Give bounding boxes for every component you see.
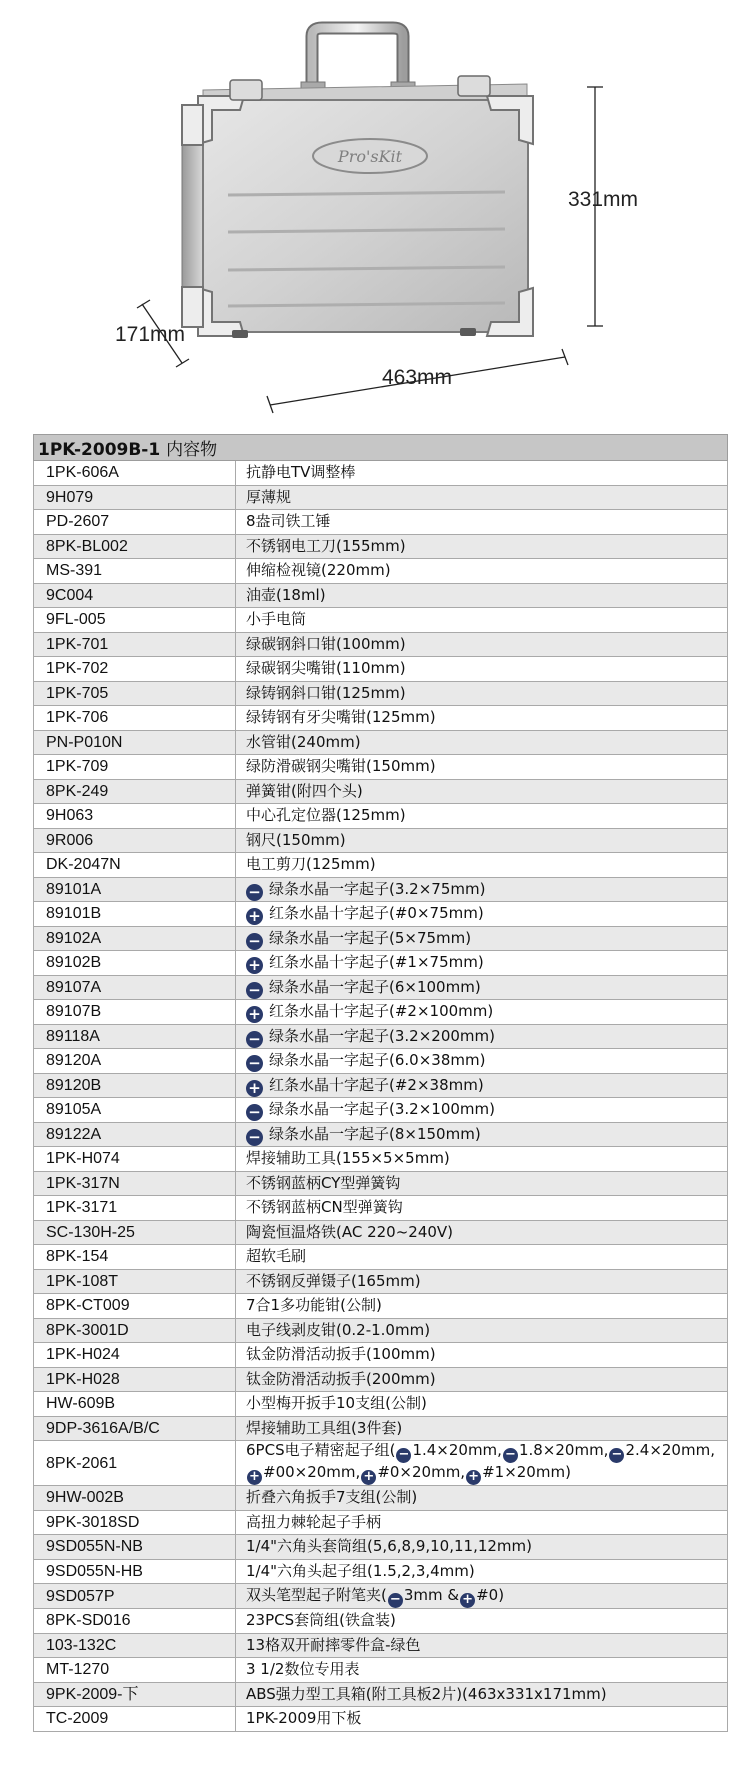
description-text: 绿条水晶一字起子(6×100mm) [269, 977, 481, 996]
item-code: TC-2009 [34, 1707, 236, 1732]
width-dimension-label: 463mm [382, 366, 453, 389]
table-row [34, 1000, 728, 1025]
item-description [236, 1658, 728, 1683]
item-description [236, 1682, 728, 1707]
plus-icon: + [247, 1470, 262, 1485]
minus-icon: − [246, 982, 263, 999]
minus-icon: − [246, 1129, 263, 1146]
description-text: 高扭力棘轮起子手柄 [246, 1512, 382, 1531]
description-text: 绿条水晶一字起子(3.2×100mm) [269, 1100, 495, 1119]
table-row [34, 975, 728, 1000]
description-text: 7合1多功能钳(公制) [246, 1296, 382, 1315]
table-row [34, 1318, 728, 1343]
item-description [236, 1196, 728, 1221]
description-text: 水管钳(240mm) [246, 732, 361, 751]
item-description [236, 1294, 728, 1319]
item-description [236, 1559, 728, 1584]
table-row [34, 1535, 728, 1560]
item-description [236, 1171, 728, 1196]
item-code: 103-132C [34, 1633, 236, 1658]
item-description [236, 1343, 728, 1368]
table-row [34, 1559, 728, 1584]
item-description [236, 1486, 728, 1511]
item-description [236, 706, 728, 731]
item-description [236, 657, 728, 682]
table-row [34, 1294, 728, 1319]
item-code: 9R006 [34, 828, 236, 853]
kit-code: 1PK-2009B-1 [38, 440, 161, 460]
item-code: DK-2047N [34, 853, 236, 878]
table-row [34, 1171, 728, 1196]
table-row [34, 534, 728, 559]
item-description [236, 1147, 728, 1172]
minus-icon: − [503, 1448, 518, 1463]
item-description [236, 534, 728, 559]
description-text: 3mm & [403, 1586, 460, 1604]
description-text: 小手电筒 [246, 610, 307, 629]
item-code: 8PK-3001D [34, 1318, 236, 1343]
item-code: 1PK-3171 [34, 1196, 236, 1221]
item-description [236, 681, 728, 706]
description-text: 绿条水晶一字起子(6.0×38mm) [269, 1051, 486, 1070]
description-text: 1/4"六角头套筒组(5,6,8,9,10,11,12mm) [246, 1537, 533, 1556]
minus-icon: − [246, 1055, 263, 1072]
table-row [34, 1122, 728, 1147]
table-row [34, 632, 728, 657]
item-description [236, 926, 728, 951]
item-description [236, 1269, 728, 1294]
item-code: 9PK-2009-下 [34, 1682, 236, 1707]
table-row [34, 1392, 728, 1417]
description-text: 1/4"六角头起子组(1.5,2,3,4mm) [246, 1561, 475, 1580]
table-row [34, 902, 728, 927]
item-code: 1PK-606A [34, 461, 236, 486]
item-code: 1PK-108T [34, 1269, 236, 1294]
item-description [236, 1535, 728, 1560]
description-text: #0) [476, 1586, 505, 1604]
item-code: 9HW-002B [34, 1486, 236, 1511]
item-code: 9H063 [34, 804, 236, 829]
table-row [34, 608, 728, 633]
table-row [34, 926, 728, 951]
minus-icon: − [388, 1593, 403, 1608]
contents-table-container [33, 434, 727, 1732]
item-description [236, 975, 728, 1000]
table-row [34, 1441, 728, 1486]
description-text: 不锈钢电工刀(155mm) [246, 536, 406, 555]
item-code: 1PK-705 [34, 681, 236, 706]
item-description [236, 877, 728, 902]
minus-icon: − [246, 1031, 263, 1048]
table-row [34, 1416, 728, 1441]
table-row [34, 1682, 728, 1707]
table-row [34, 779, 728, 804]
description-text: #00×20mm, [263, 1463, 361, 1481]
item-description [236, 1220, 728, 1245]
description-text: 绿碳钢斜口钳(100mm) [246, 634, 406, 653]
description-text: 焊接辅助工具组(3件套) [246, 1418, 403, 1437]
description-text: 不锈钢蓝柄CY型弹簧钩 [246, 1173, 401, 1192]
description-text: 绿条水晶一字起子(8×150mm) [269, 1124, 481, 1143]
description-text: 油壶(18ml) [246, 585, 326, 604]
description-text: 绿条水晶一字起子(3.2×200mm) [269, 1026, 495, 1045]
description-text: 绿条水晶一字起子(3.2×75mm) [269, 879, 486, 898]
description-text: 2.4×20mm, [625, 1441, 715, 1459]
item-code: 1PK-H028 [34, 1367, 236, 1392]
description-text: 伸缩检视镜(220mm) [246, 561, 391, 580]
item-code: 1PK-702 [34, 657, 236, 682]
item-description [236, 902, 728, 927]
description-text: 厚薄规 [246, 487, 292, 506]
item-code: 8PK-249 [34, 779, 236, 804]
description-text: 抗静电TV调整棒 [246, 463, 356, 482]
item-description [236, 559, 728, 584]
table-row [34, 510, 728, 535]
table-row [34, 1024, 728, 1049]
item-code: HW-609B [34, 1392, 236, 1417]
item-description [236, 485, 728, 510]
description-text: 1.8×20mm, [518, 1441, 609, 1459]
plus-icon: + [246, 1080, 263, 1097]
description-text: 6PCS电子精密起子组( [246, 1441, 396, 1459]
description-text: 13格双开耐摔零件盒-绿色 [246, 1635, 421, 1654]
item-description [236, 1073, 728, 1098]
plus-icon: + [460, 1593, 475, 1608]
item-description [236, 1510, 728, 1535]
item-code: 89107B [34, 1000, 236, 1025]
item-description [236, 1024, 728, 1049]
depth-dimension-label: 171mm [115, 323, 186, 346]
item-code: 9H079 [34, 485, 236, 510]
item-description [236, 1122, 728, 1147]
table-row [34, 1269, 728, 1294]
table-row [34, 1245, 728, 1270]
item-code: 89101B [34, 902, 236, 927]
item-code: 8PK-BL002 [34, 534, 236, 559]
item-code: 1PK-H024 [34, 1343, 236, 1368]
description-text: 陶瓷恒温烙铁(AC 220~240V) [246, 1222, 454, 1241]
table-row [34, 461, 728, 486]
svg-text:Pro'sKit: Pro'sKit [337, 147, 403, 166]
minus-icon: − [396, 1448, 411, 1463]
item-description [236, 804, 728, 829]
item-code: 1PK-709 [34, 755, 236, 780]
table-row [34, 1510, 728, 1535]
description-text: 电工剪刀(125mm) [246, 855, 376, 874]
item-code: 89102A [34, 926, 236, 951]
description-text: 钛金防滑活动扳手(100mm) [246, 1345, 436, 1364]
table-row [34, 1609, 728, 1634]
item-code: 89101A [34, 877, 236, 902]
table-title [34, 435, 728, 461]
minus-icon: − [246, 884, 263, 901]
table-row [34, 1633, 728, 1658]
item-code: 8PK-SD016 [34, 1609, 236, 1634]
item-description [236, 1098, 728, 1123]
item-code: PN-P010N [34, 730, 236, 755]
description-text: 电子线剥皮钳(0.2-1.0mm) [246, 1320, 431, 1339]
table-row [34, 485, 728, 510]
table-row [34, 583, 728, 608]
description-text: 8盎司铁工锤 [246, 512, 331, 531]
product-hero [0, 0, 750, 430]
table-row [34, 804, 728, 829]
table-row [34, 1098, 728, 1123]
table-row [34, 1707, 728, 1732]
plus-icon: + [361, 1470, 376, 1485]
item-description [236, 1245, 728, 1270]
description-text: 钢尺(150mm) [246, 830, 346, 849]
description-text: 1PK-2009用下板 [246, 1709, 362, 1728]
item-description [236, 1049, 728, 1074]
item-code: 89120A [34, 1049, 236, 1074]
description-text: 1.4×20mm, [412, 1441, 502, 1459]
table-row [34, 730, 728, 755]
plus-icon: + [246, 1006, 263, 1023]
aluminum-tool-case-image [0, 0, 750, 430]
item-code: 89107A [34, 975, 236, 1000]
item-code: 89122A [34, 1122, 236, 1147]
table-row [34, 559, 728, 584]
table-row [34, 755, 728, 780]
table-row [34, 1343, 728, 1368]
item-description [236, 730, 728, 755]
item-code: SC-130H-25 [34, 1220, 236, 1245]
minus-icon: − [246, 1104, 263, 1121]
item-code: 9DP-3616A/B/C [34, 1416, 236, 1441]
description-text: #1×20mm) [482, 1463, 571, 1481]
item-description [236, 632, 728, 657]
description-text: 红条水晶十字起子(#2×38mm) [269, 1075, 484, 1094]
item-description [236, 608, 728, 633]
item-code: MS-391 [34, 559, 236, 584]
item-description [236, 951, 728, 976]
plus-icon: + [246, 957, 263, 974]
description-text: 红条水晶十字起子(#2×100mm) [269, 1002, 494, 1021]
description-text: 不锈钢反弹镊子(165mm) [246, 1271, 421, 1290]
table-row [34, 1220, 728, 1245]
description-text: 绿铸钢有牙尖嘴钳(125mm) [246, 708, 436, 727]
table-row [34, 1196, 728, 1221]
contents-label: 内容物 [166, 440, 218, 460]
table-row [34, 1584, 728, 1609]
description-text: 绿条水晶一字起子(5×75mm) [269, 928, 472, 947]
item-description [236, 1416, 728, 1441]
item-code: 9FL-005 [34, 608, 236, 633]
description-text: 23PCS套筒组(铁盒装) [246, 1611, 396, 1630]
table-row [34, 706, 728, 731]
item-code: 9SD055N-NB [34, 1535, 236, 1560]
item-description [236, 1367, 728, 1392]
plus-icon: + [246, 908, 263, 925]
item-code: 9SD057P [34, 1584, 236, 1609]
item-description [236, 1000, 728, 1025]
item-code: 1PK-701 [34, 632, 236, 657]
description-text: 红条水晶十字起子(#0×75mm) [269, 904, 484, 923]
contents-table-body [34, 461, 728, 1732]
description-text: ABS强力型工具箱(附工具板2片)(463x331x171mm) [246, 1684, 607, 1703]
item-description [236, 583, 728, 608]
item-code: PD-2607 [34, 510, 236, 535]
description-text: 绿铸钢斜口钳(125mm) [246, 683, 406, 702]
item-code: 8PK-CT009 [34, 1294, 236, 1319]
item-code: 9SD055N-HB [34, 1559, 236, 1584]
item-description [236, 779, 728, 804]
item-code: 9PK-3018SD [34, 1510, 236, 1535]
description-text: 双头笔型起子附笔夹( [246, 1586, 387, 1604]
table-row [34, 853, 728, 878]
table-title-row [34, 435, 728, 461]
item-description [236, 1392, 728, 1417]
item-code: 89118A [34, 1024, 236, 1049]
description-text: 钛金防滑活动扳手(200mm) [246, 1369, 436, 1388]
table-row [34, 951, 728, 976]
description-text: 弹簧钳(附四个头) [246, 781, 363, 800]
table-row [34, 1049, 728, 1074]
plus-icon: + [466, 1470, 481, 1485]
table-row [34, 877, 728, 902]
table-row [34, 1073, 728, 1098]
table-row [34, 1367, 728, 1392]
description-text: 中心孔定位器(125mm) [246, 806, 406, 825]
item-description [236, 510, 728, 535]
minus-icon: − [246, 933, 263, 950]
height-dimension-label: 331mm [568, 188, 639, 211]
item-description [236, 853, 728, 878]
item-description [236, 1633, 728, 1658]
table-row [34, 657, 728, 682]
description-text: 红条水晶十字起子(#1×75mm) [269, 953, 484, 972]
item-description [236, 1707, 728, 1732]
item-code: 8PK-2061 [34, 1441, 236, 1486]
item-code: 89120B [34, 1073, 236, 1098]
minus-icon: − [609, 1448, 624, 1463]
item-code: 1PK-706 [34, 706, 236, 731]
description-text: #0×20mm, [377, 1463, 466, 1481]
table-row [34, 1658, 728, 1683]
item-code: MT-1270 [34, 1658, 236, 1683]
description-text: 折叠六角扳手7支组(公制) [246, 1488, 418, 1507]
table-row [34, 828, 728, 853]
item-description [236, 1609, 728, 1634]
item-code: 89102B [34, 951, 236, 976]
contents-table [33, 434, 728, 1732]
item-description [236, 1318, 728, 1343]
item-code: 1PK-H074 [34, 1147, 236, 1172]
item-description [236, 1441, 728, 1486]
item-description [236, 461, 728, 486]
description-text: 焊接辅助工具(155×5×5mm) [246, 1149, 450, 1168]
item-description [236, 755, 728, 780]
description-text: 不锈钢蓝柄CN型弹簧钩 [246, 1198, 403, 1217]
table-row [34, 1486, 728, 1511]
description-text: 超软毛刷 [246, 1247, 307, 1266]
description-text: 绿防滑碳钢尖嘴钳(150mm) [246, 757, 436, 776]
description-text: 小型梅开扳手10支组(公制) [246, 1394, 427, 1413]
description-text: 3 1/2数位专用表 [246, 1660, 360, 1679]
item-code: 1PK-317N [34, 1171, 236, 1196]
item-description [236, 1584, 728, 1609]
item-code: 89105A [34, 1098, 236, 1123]
description-text: 绿碳钢尖嘴钳(110mm) [246, 659, 406, 678]
table-row [34, 681, 728, 706]
table-row [34, 1147, 728, 1172]
item-code: 9C004 [34, 583, 236, 608]
item-code: 8PK-154 [34, 1245, 236, 1270]
item-description [236, 828, 728, 853]
